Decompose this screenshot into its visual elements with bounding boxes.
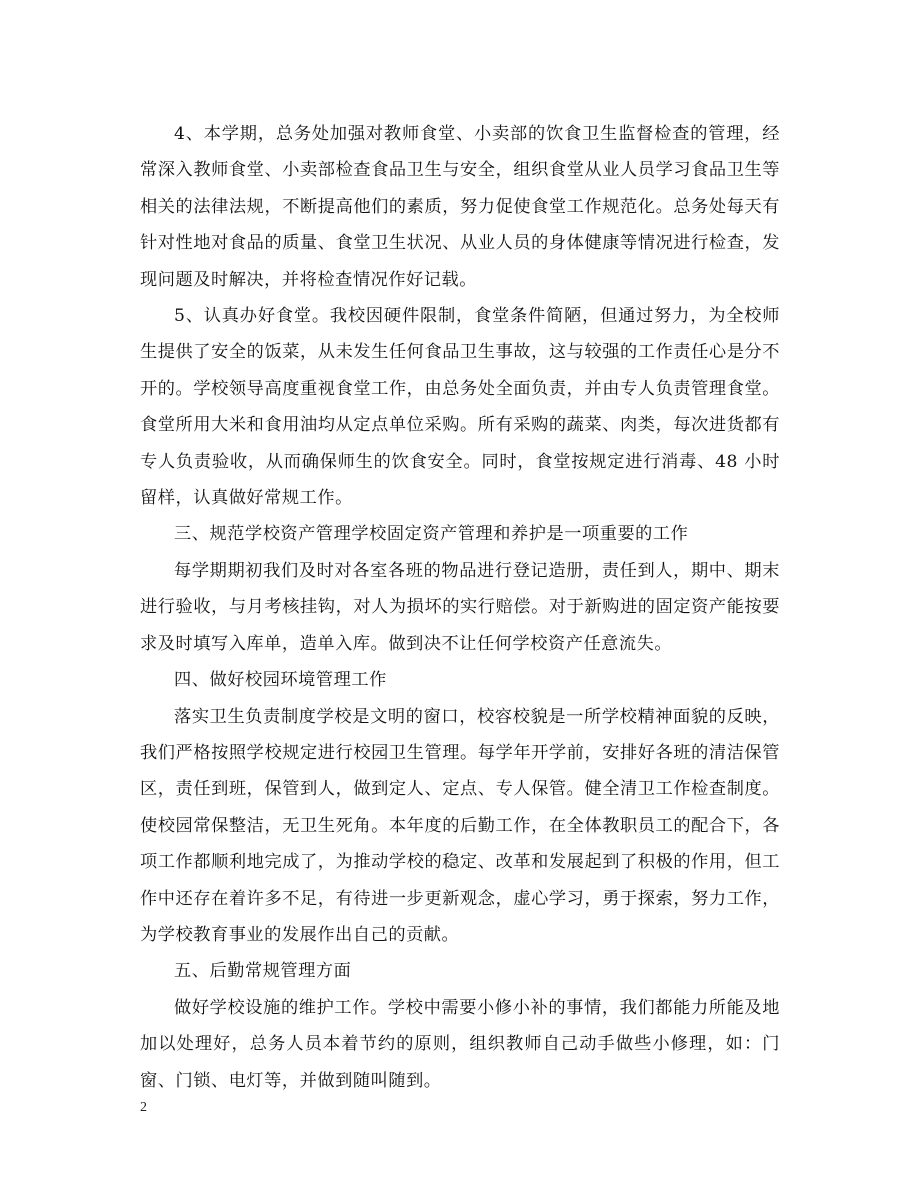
document-body: [140, 116, 780, 1099]
page-number: 2: [140, 1100, 147, 1115]
paragraph-canteen-management: 5、认真办好食堂。我校因硬件限制，食堂条件简陋，但通过努力，为全校师生提供了安全的饭菜，从未发生任何食品卫生事故，这与较强的工作责任心是分不开的。学校领导高度重视食堂工作，由总务处全面负责，并由专人负责管理食堂。食堂所用大米和食用油均从定点单位采购。所有采购的蔬菜、肉类，每次进货都有专人负责验收，从而确保师生的饮食安全。同时，食堂按规定进行消毒、48 小时留样，认真做好常规工作。: [140, 306, 780, 509]
paragraph-campus-hygiene: 落实卫生负责制度学校是文明的窗口，校容校貌是一所学校精神面貌的反映，我们严格按照学校规定进行校园卫生管理。每学年开学前，安排好各班的清洁保管区，责任到班，保管到人，做到定人、定点、专人保管。健全清卫工作检查制度。使校园常保整洁，无卫生死角。本年度的后勤工作，在全体教职员工的配合下，各项工作都顺利地完成了，为推动学校的稳定、改革和发展起到了积极的作用，但工作中还存在着许多不足，有待进一步更新观念，虚心学习，勇于探索，努力工作，为学校教育事业的发展作出自己的贡献。: [140, 706, 780, 945]
paragraph-canteen-supervision: 4、本学期，总务处加强对教师食堂、小卖部的饮食卫生监督检查的管理，经常深入教师食堂、小卖部检查食品卫生与安全，组织食堂从业人员学习食品卫生等相关的法律法规，不断提高他们的素质，努力促使食堂工作规范化。总务处每天有针对性地对食品的质量、食堂卫生状况、从业人员的身体健康等情况进行检查，发现问题及时解决，并将检查情况作好记载。: [140, 124, 780, 290]
section-heading-asset-management: 三、规范学校资产管理学校固定资产管理和养护是一项重要的工作: [174, 524, 689, 545]
paragraph-asset-registration: 每学期期初我们及时对各室各班的物品进行登记造册，责任到人，期中、期末进行验收，与月考核挂钩，对人为损坏的实行赔偿。对于新购进的固定资产能按要求及时填写入库单，造单入库。做到决不让任何学校资产任意流失。: [140, 560, 780, 654]
section-heading-routine-management: 五、后勤常规管理方面: [174, 961, 352, 982]
section-heading-campus-environment: 四、做好校园环境管理工作: [174, 670, 387, 691]
paragraph-facility-maintenance: 做好学校设施的维护工作。学校中需要小修小补的事情，我们都能力所能及地加以处理好，总务人员本着节约的原则，组织教师自己动手做些小修理，如：门窗、门锁、电灯等，并做到随叫随到。: [140, 997, 780, 1091]
